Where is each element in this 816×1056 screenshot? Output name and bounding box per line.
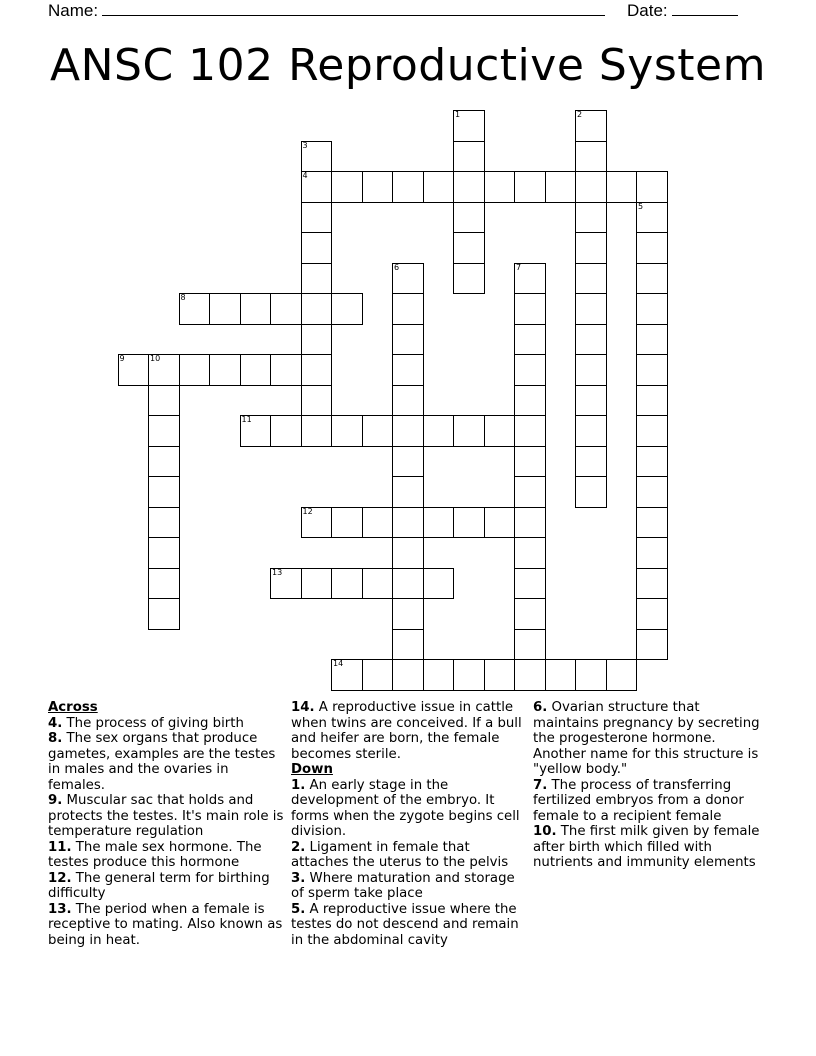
clues-column-1 [48,700,284,948]
grid-cell[interactable] [392,385,424,417]
grid-cell[interactable] [514,507,546,539]
grid-cell[interactable] [575,385,607,417]
cell-number: 8 [180,293,186,302]
grid-cell[interactable] [301,293,333,325]
grid-cell[interactable] [636,568,668,600]
grid-cell[interactable] [453,659,485,691]
grid-cell[interactable] [514,171,546,203]
grid-cell[interactable] [514,568,546,600]
grid-cell[interactable] [636,446,668,478]
grid-cell[interactable] [636,354,668,386]
grid-cell[interactable] [148,354,180,386]
grid-cell[interactable] [362,507,394,539]
grid-cell[interactable] [392,568,424,600]
grid-cell[interactable] [392,354,424,386]
grid-cell[interactable] [514,476,546,508]
cell-number: 1 [455,110,461,119]
grid-cell[interactable] [423,659,455,691]
grid-cell[interactable] [636,263,668,295]
grid-cell[interactable] [270,293,302,325]
grid-cell[interactable] [514,293,546,325]
grid-cell[interactable] [301,202,333,234]
grid-cell[interactable] [514,263,546,295]
grid-cell[interactable] [179,354,211,386]
name-label: Name: [48,1,99,20]
grid-cell[interactable] [209,354,241,386]
grid-cell[interactable] [575,659,607,691]
grid-cell[interactable] [636,598,668,630]
grid-cell[interactable] [118,354,150,386]
cell-number: 14 [333,659,344,668]
grid-cell[interactable] [392,446,424,478]
grid-cell[interactable] [514,385,546,417]
grid-cell[interactable] [301,385,333,417]
grid-cell[interactable] [148,598,180,630]
grid-cell[interactable] [331,659,363,691]
grid-cell[interactable] [362,659,394,691]
grid-cell[interactable] [331,171,363,203]
grid-cell[interactable] [392,263,424,295]
grid-cell[interactable] [270,415,302,447]
grid-cell[interactable] [575,324,607,356]
grid-cell[interactable] [514,598,546,630]
grid-cell[interactable] [514,537,546,569]
grid-cell[interactable] [423,568,455,600]
grid-cell[interactable] [423,171,455,203]
grid-cell[interactable] [484,507,516,539]
grid-cell[interactable] [301,354,333,386]
grid-cell[interactable] [240,293,272,325]
grid-cell[interactable] [148,415,180,447]
cell-number: 4 [302,171,308,180]
cell-number: 2 [577,110,583,119]
down-heading: Down [291,762,333,777]
grid-cell[interactable] [575,476,607,508]
grid-cell[interactable] [484,415,516,447]
cell-number: 7 [516,262,522,272]
grid-cell[interactable] [301,324,333,356]
clue-down-5: 5. A reproductive issue where the testes do not descend and remain in the abdominal cavity [291,901,519,948]
grid-cell[interactable] [392,598,424,630]
grid-cell[interactable] [392,171,424,203]
grid-cell[interactable] [636,415,668,447]
grid-cell[interactable] [392,293,424,325]
grid-cell[interactable] [331,415,363,447]
grid-cell[interactable] [392,507,424,539]
grid-cell[interactable] [301,141,333,173]
grid-cell[interactable] [270,354,302,386]
cell-number: 9 [119,354,125,363]
grid-cell[interactable] [423,415,455,447]
grid-cell[interactable] [575,141,607,173]
grid-cell[interactable] [545,659,577,691]
grid-cell[interactable] [545,171,577,203]
clues-column-2 [291,700,527,948]
cell-number: 13 [272,567,283,577]
cell-number: 5 [638,201,644,211]
cell-number: 3 [302,140,308,150]
grid-cell[interactable] [636,537,668,569]
clue-across-11: 11. The male sex hormone. The testes produce this hormone [48,839,262,870]
grid-cell[interactable] [636,232,668,264]
grid-cell[interactable] [575,263,607,295]
grid-cell[interactable] [240,415,272,447]
grid-cell[interactable] [575,446,607,478]
clue-across-14: 14. A reproductive issue in cattle when twins are conceived. If a bull and heifer are born, the female becomes sterile. [291,700,522,762]
grid-cell[interactable] [240,354,272,386]
grid-cell[interactable] [514,324,546,356]
cell-number: 10 [150,354,161,363]
grid-cell[interactable] [331,568,363,600]
grid-cell[interactable] [575,293,607,325]
grid-cell[interactable] [148,476,180,508]
grid-cell[interactable] [514,354,546,386]
grid-cell[interactable] [575,415,607,447]
clue-down-10: 10. The first milk given by female after birth which filled with nutrients and immunity elements [533,824,760,870]
grid-cell[interactable] [301,568,333,600]
grid-cell[interactable] [575,354,607,386]
grid-cell[interactable] [514,659,546,691]
grid-cell[interactable] [423,507,455,539]
cell-number: 12 [302,506,313,516]
cell-number: 11 [241,415,252,424]
grid-cell[interactable] [636,202,668,234]
grid-cell[interactable] [575,202,607,234]
grid-cell[interactable] [148,537,180,569]
grid-cell[interactable] [636,293,668,325]
grid-cell[interactable] [331,293,363,325]
date-label: Date: [627,1,668,20]
grid-cell[interactable] [148,385,180,417]
grid-cell[interactable] [514,446,546,478]
grid-cell[interactable] [392,415,424,447]
grid-cell[interactable] [453,110,485,142]
grid-cell[interactable] [575,110,607,142]
grid-cell[interactable] [179,293,211,325]
grid-cell[interactable] [331,507,363,539]
clue-down-3: 3. Where maturation and storage of sperm take place [291,870,515,901]
clue-down-2: 2. Ligament in female that attaches the uterus to the pelvis [291,839,509,870]
grid-cell[interactable] [575,171,607,203]
page-title: ANSC 102 Reproductive System [50,40,766,91]
grid-cell[interactable] [392,324,424,356]
grid-cell[interactable] [362,171,394,203]
across-heading: Across [48,700,98,715]
grid-cell[interactable] [209,293,241,325]
grid-cell[interactable] [453,263,485,295]
grid-cell[interactable] [392,476,424,508]
grid-cell[interactable] [148,507,180,539]
grid-cell[interactable] [392,629,424,661]
grid-cell[interactable] [575,232,607,264]
grid-cell[interactable] [606,171,638,203]
clue-across-8: 8. The sex organs that produce gametes, examples are the testes in males and the ovaries in females. [48,731,276,793]
grid-cell[interactable] [362,415,394,447]
grid-cell[interactable] [636,171,668,203]
grid-cell[interactable] [301,263,333,295]
grid-cell[interactable] [484,659,516,691]
clue-across-9: 9. Muscular sac that holds and protects the testes. It's main role is temperature regulation [48,793,284,839]
grid-cell[interactable] [453,141,485,173]
grid-cell[interactable] [514,629,546,661]
grid-cell[interactable] [301,507,333,539]
grid-cell[interactable] [636,385,668,417]
clue-down-6: 6. Ovarian structure that maintains pregnancy by secreting the progesterone hormone. Another name for this structure is "yellow body." [533,700,760,777]
clue-across-13: 13. The period when a female is receptive to mating. Also known as being in heat. [48,901,283,948]
grid-cell[interactable] [362,568,394,600]
clue-across-4: 4. The process of giving birth [48,715,244,731]
grid-cell[interactable] [301,415,333,447]
grid-cell[interactable] [514,415,546,447]
grid-cell[interactable] [148,568,180,600]
grid-cell[interactable] [148,446,180,478]
clue-down-7: 7. The process of transferring fertilized embryos from a donor female to a recipient female [533,777,744,824]
grid-cell[interactable] [606,659,638,691]
grid-cell[interactable] [453,171,485,203]
clue-across-12: 12. The general term for birthing difficulty [48,870,270,901]
grid-cell[interactable] [301,232,333,264]
grid-cell[interactable] [453,202,485,234]
grid-cell[interactable] [270,568,302,600]
cell-number: 6 [394,262,400,272]
grid-cell[interactable] [484,171,516,203]
clues-column-3 [533,700,769,871]
grid-cell[interactable] [453,415,485,447]
grid-cell[interactable] [636,507,668,539]
grid-cell[interactable] [392,659,424,691]
grid-cell[interactable] [453,232,485,264]
grid-cell[interactable] [636,476,668,508]
clue-down-1: 1. An early stage in the development of the embryo. It forms when the zygote begins cell division. [291,777,520,839]
grid-cell[interactable] [636,629,668,661]
grid-cell[interactable] [392,537,424,569]
grid-cell[interactable] [301,171,333,203]
grid-cell[interactable] [453,507,485,539]
grid-cell[interactable] [636,324,668,356]
